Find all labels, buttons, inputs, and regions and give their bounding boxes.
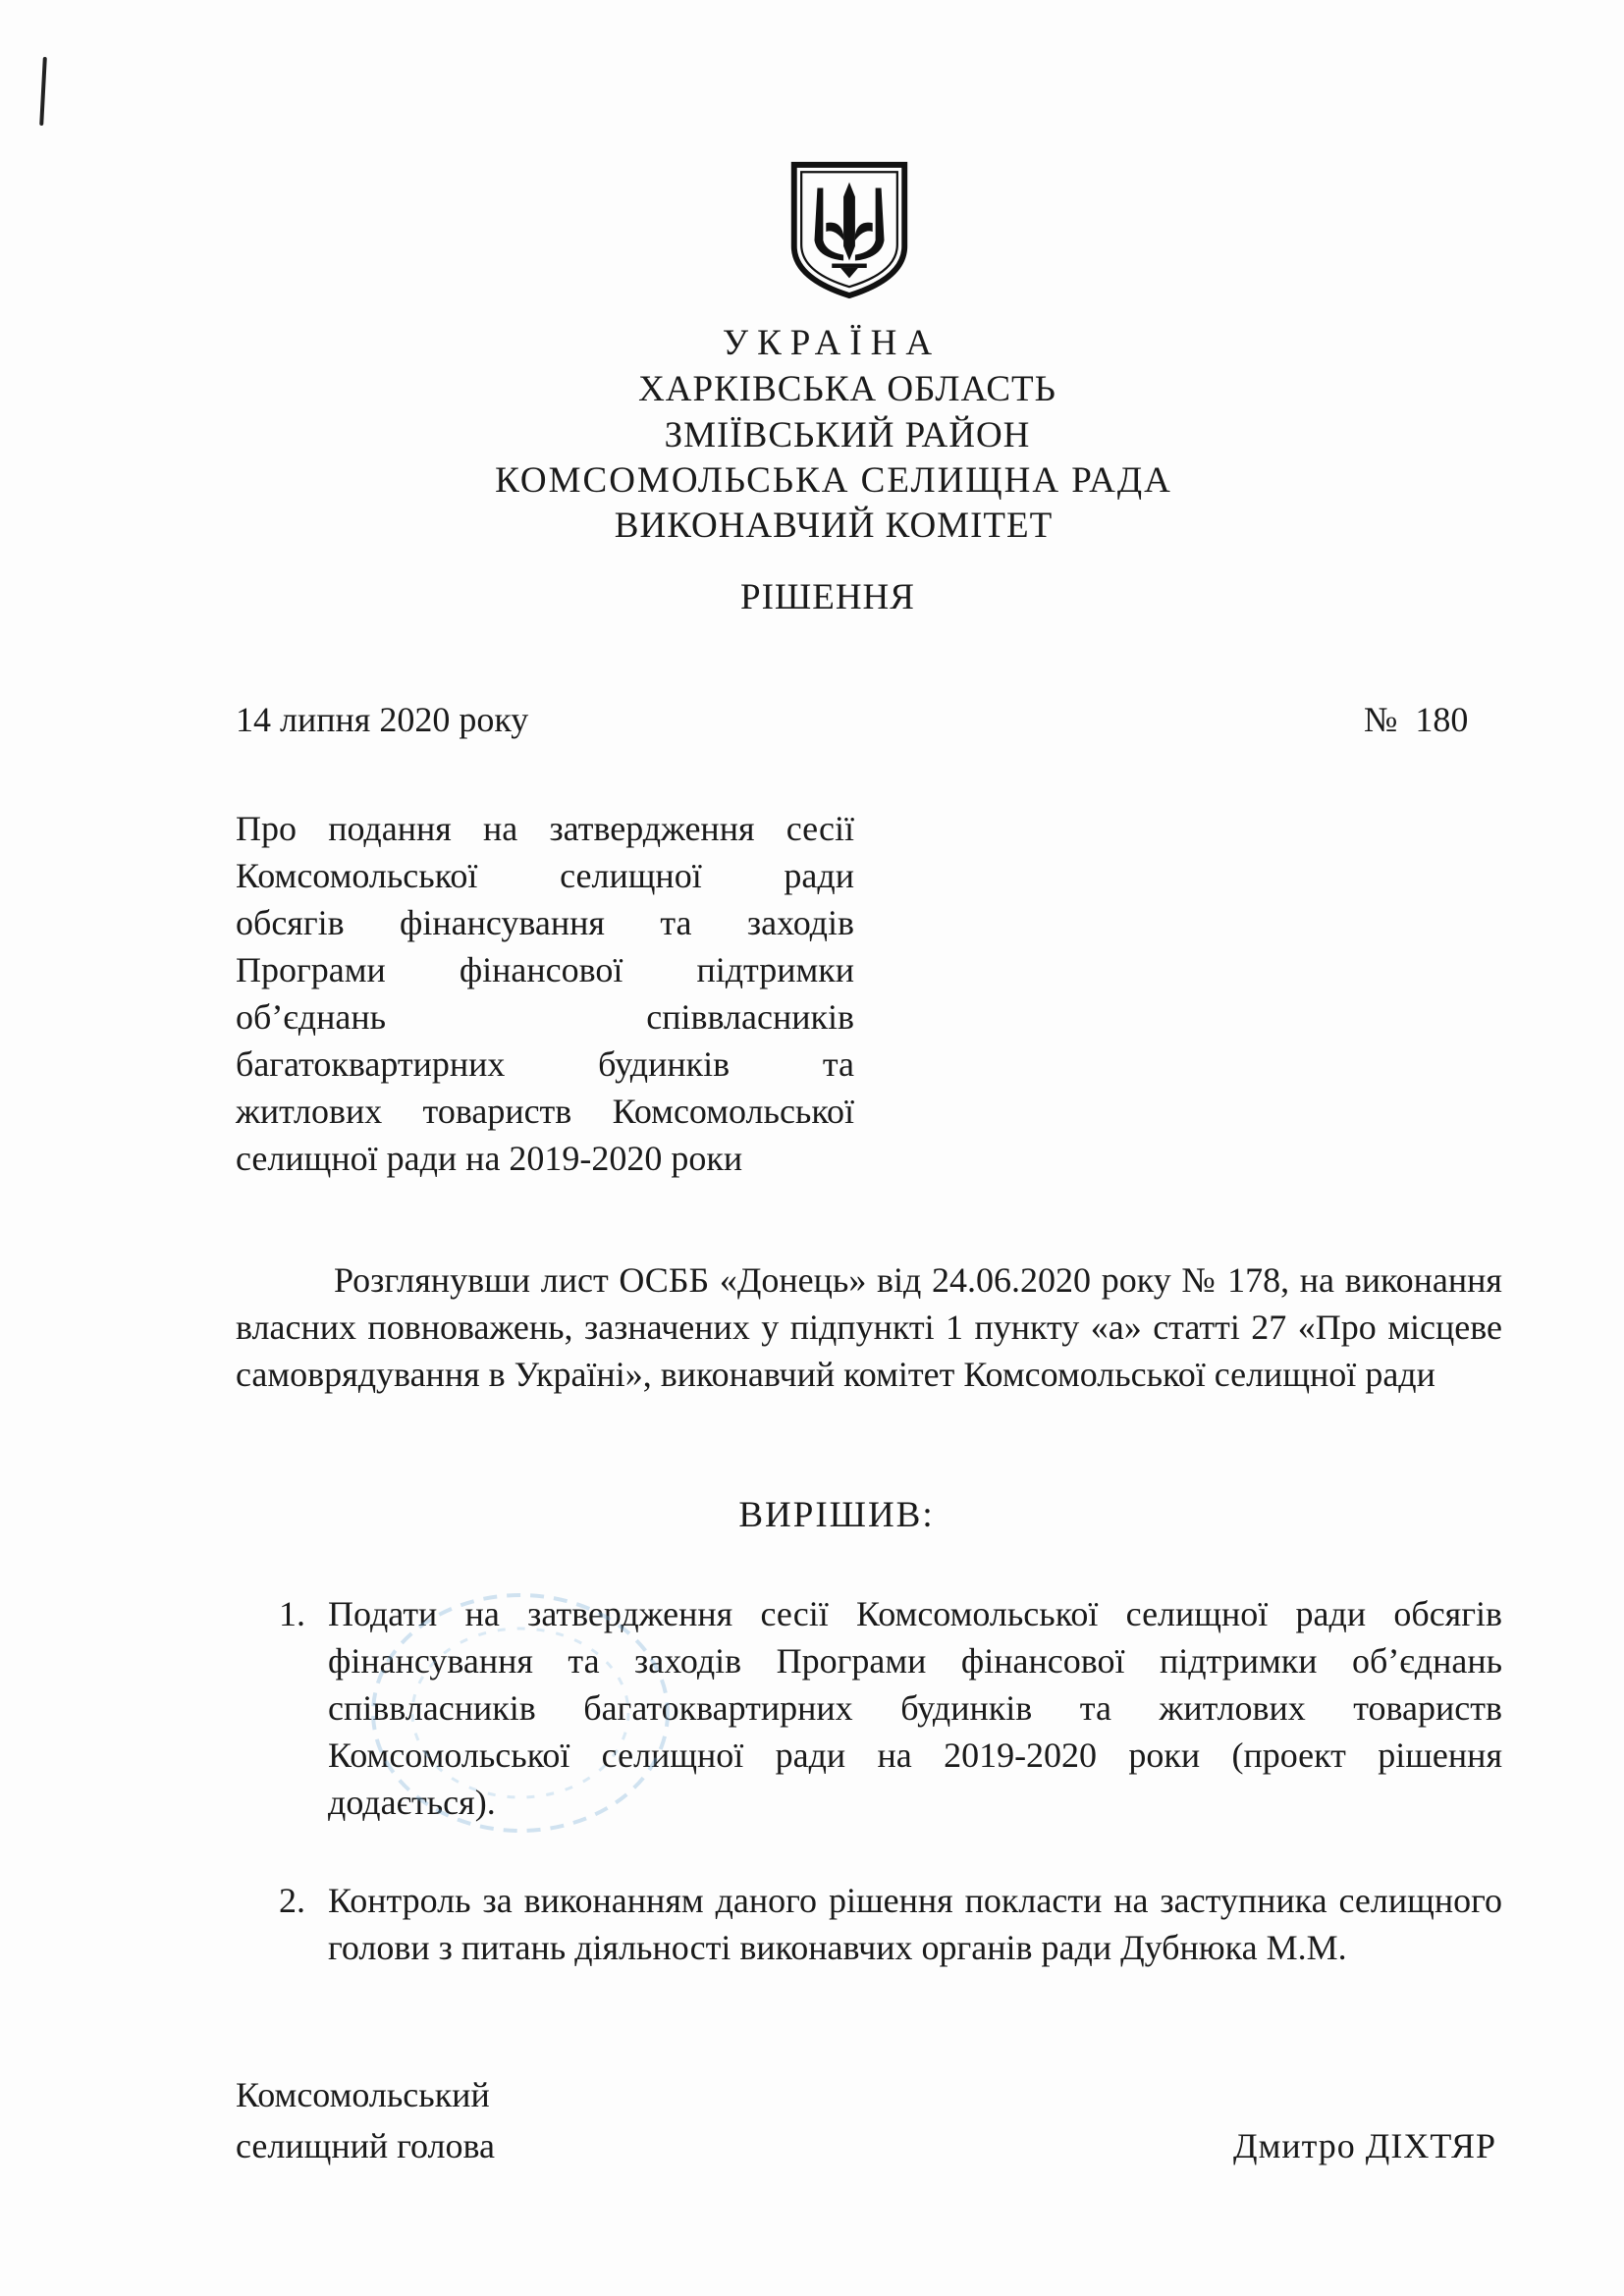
subject-line: обсягів фінансування та заходів bbox=[236, 903, 854, 942]
subject-line: селищної ради на 2019-2020 роки bbox=[236, 1139, 743, 1178]
document-number bbox=[1364, 699, 1468, 740]
subject-line: об’єднань співвласників bbox=[236, 997, 854, 1037]
subject-line: Комсомольської селищної ради bbox=[236, 856, 854, 895]
document-date: 14 липня 2020 року bbox=[236, 700, 529, 739]
decision-items bbox=[236, 1590, 1502, 2022]
item-text: Подати на затвердження сесії Комсомольської селищної ради обсягів фінансування та заходів Програми фінансової підтримки об’єднань співвласників багатоквартирних будинків та житлових товариств Комсомольської селищної ради на 2019-2020 роки (проект рішення додається). bbox=[328, 1594, 1502, 1822]
preamble-paragraph: Розглянувши лист ОСББ «Донець» від 24.06.2020 року № 178, на виконання власних повноважень, зазначених у підпункті 1 пункту «а» статті 27 «Про місцеве самоврядування в Україні», виконавчий комітет Комсомольської селищної ради bbox=[236, 1260, 1502, 1394]
signatory-title-line: Комсомольський bbox=[236, 2075, 490, 2114]
committee-heading: ВИКОНАВЧИЙ КОМІТЕТ bbox=[614, 506, 1054, 546]
number-sign: № bbox=[1364, 700, 1398, 739]
subject-line: багатоквартирних будинків та bbox=[236, 1044, 854, 1084]
region-heading: ХАРКІВСЬКА ОБЛАСТЬ bbox=[638, 369, 1056, 409]
decision-item bbox=[236, 1590, 1502, 1826]
district-heading: ЗМІЇВСЬКИЙ РАЙОН bbox=[664, 415, 1031, 455]
signature-block bbox=[236, 2069, 1502, 2171]
subject-line: Програми фінансової підтримки bbox=[236, 950, 854, 989]
signatory-name: Дмитро ДІХТЯР bbox=[1233, 2126, 1496, 2165]
document-type-title: РІШЕННЯ bbox=[740, 577, 915, 617]
signatory-title-line: селищний голова bbox=[236, 2126, 496, 2165]
number-value: 180 bbox=[1415, 700, 1469, 739]
item-number: 2. bbox=[279, 1881, 305, 1920]
decided-heading: ВИРІШИВ: bbox=[738, 1495, 935, 1535]
trident-emblem-icon bbox=[777, 155, 922, 302]
item-text: Контроль за виконанням даного рішення покласти на заступника селищного голови з питань діяльності виконавчих органів ради Дубнюка М.М. bbox=[328, 1881, 1502, 1967]
council-heading: КОМСОМОЛЬСЬКА СЕЛИЩНА РАДА bbox=[495, 460, 1172, 501]
item-number: 1. bbox=[279, 1594, 305, 1633]
subject-line: житлових товариств Комсомольської bbox=[236, 1092, 854, 1131]
country-heading: УКРАЇНА bbox=[722, 323, 942, 363]
decision-subject bbox=[236, 805, 854, 1182]
decision-item bbox=[236, 1877, 1502, 1971]
subject-line: Про подання на затвердження сесії bbox=[236, 809, 854, 848]
handwritten-margin-mark bbox=[39, 57, 47, 126]
